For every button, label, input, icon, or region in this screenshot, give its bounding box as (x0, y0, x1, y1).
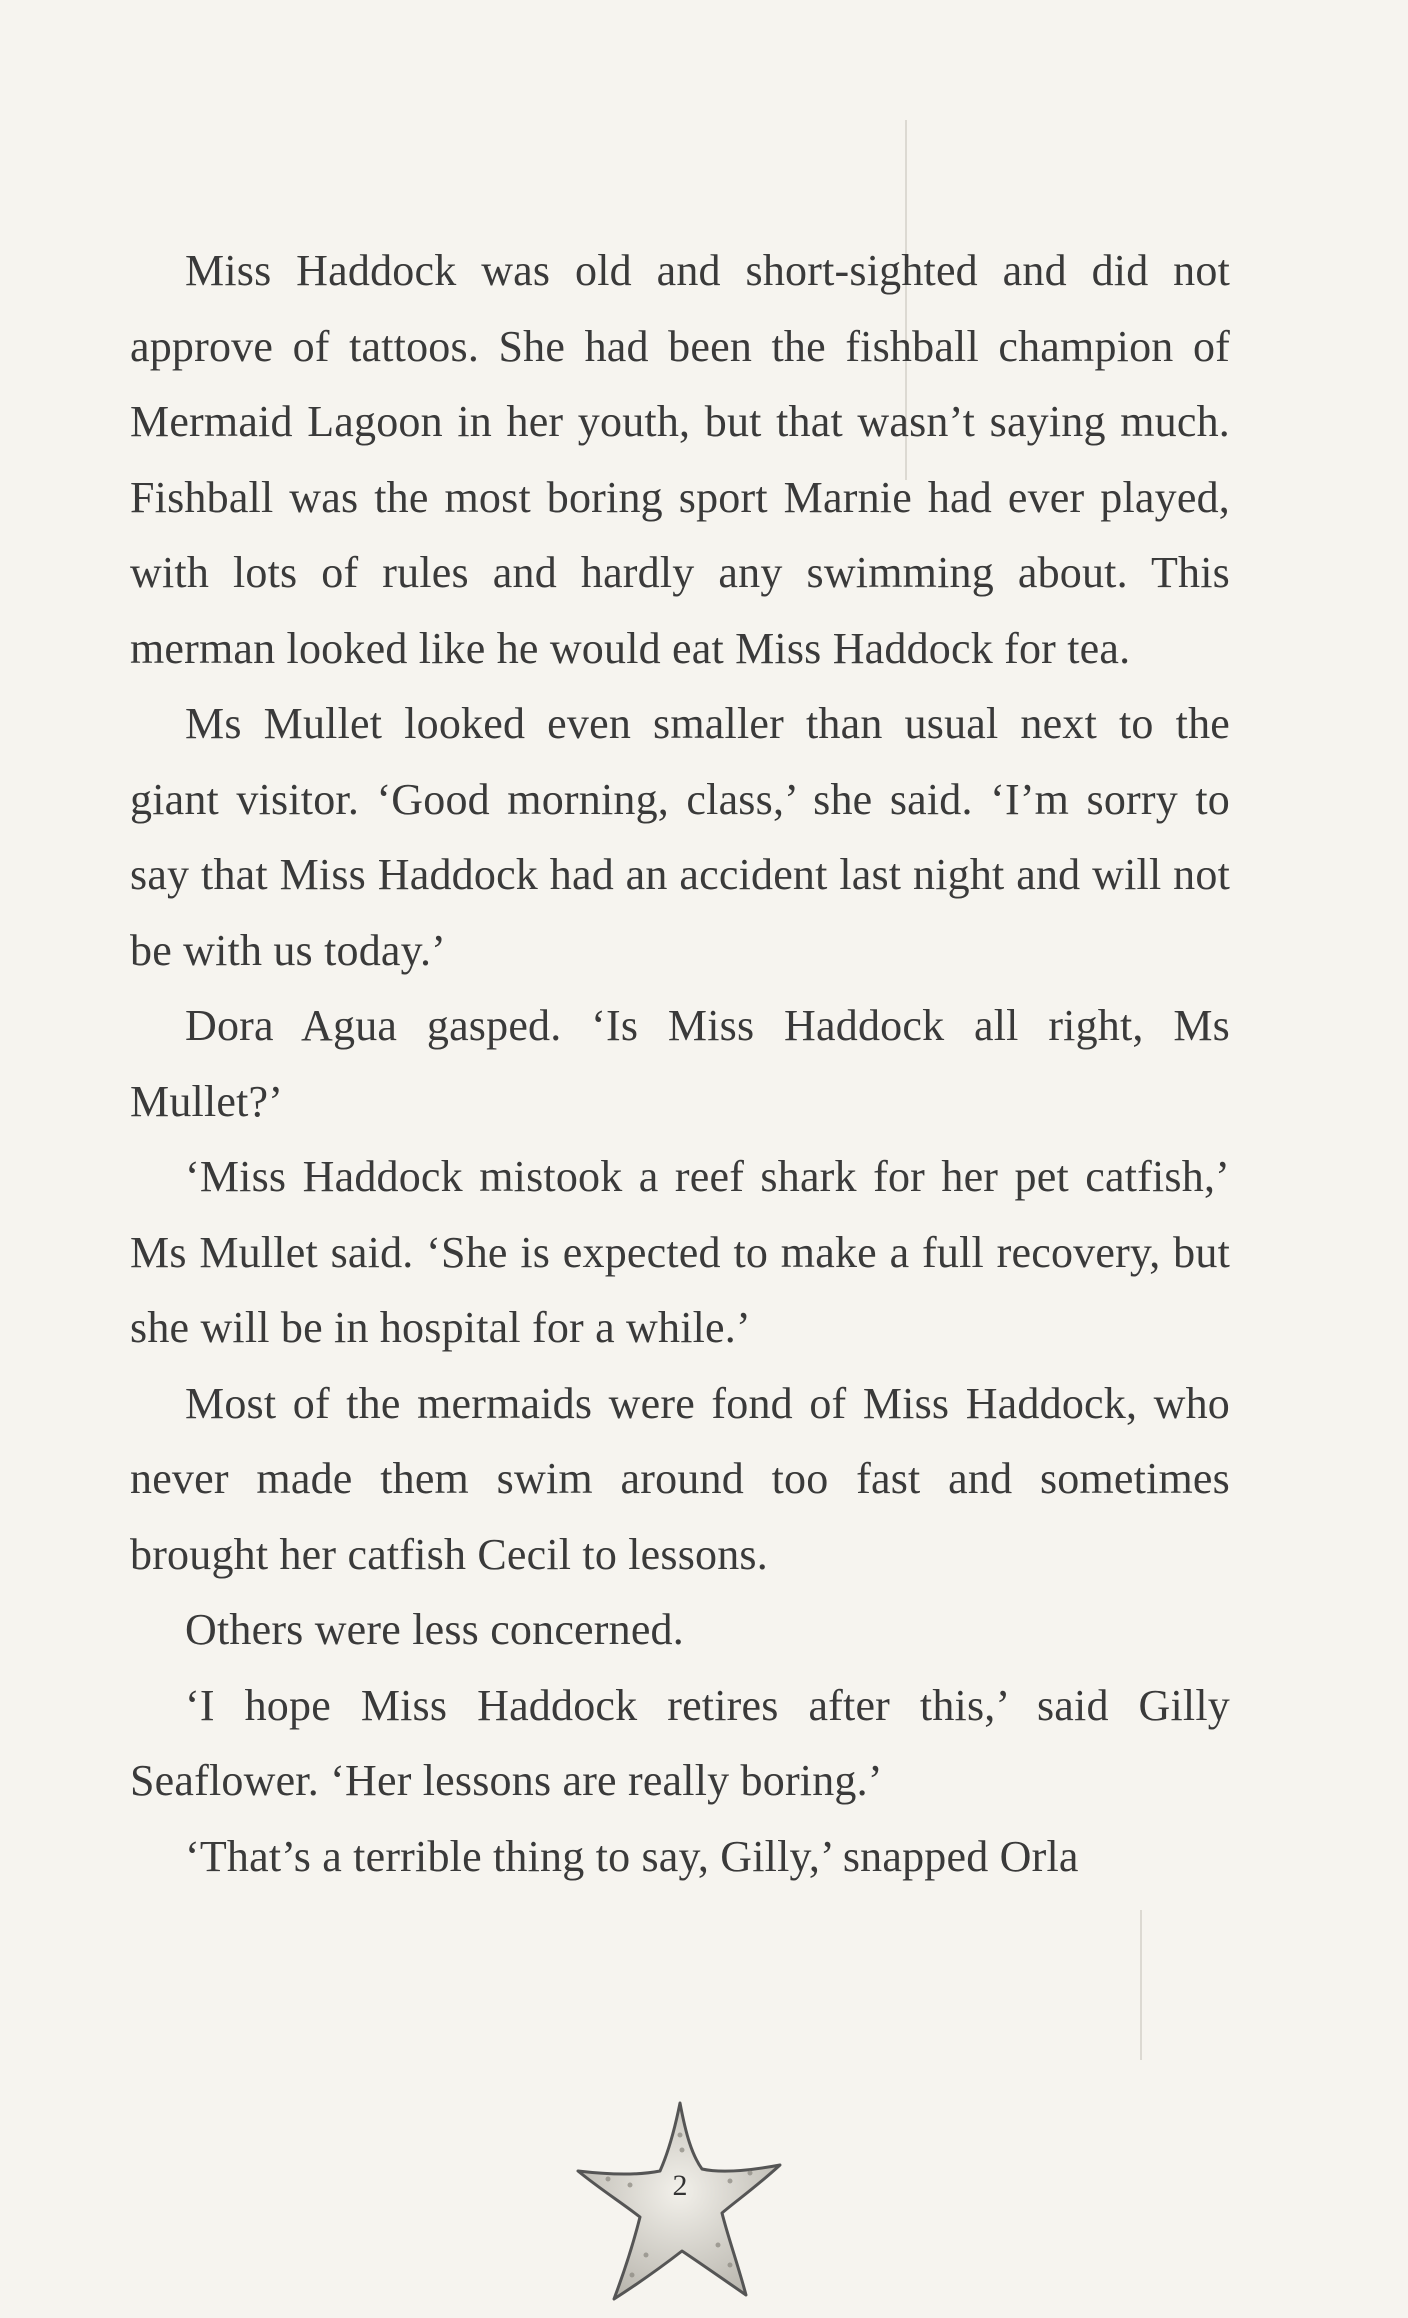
paragraph: Others were less concerned. (185, 1605, 684, 1654)
page-folio (570, 2095, 790, 2305)
paragraph: Ms Mullet looked even smaller than usual next to the giant visitor. ‘Good morning, class,’ she said. ‘I’m sorry to say that Miss Haddock had an accident last night and will not be with us today.’ (130, 699, 1230, 975)
paragraph: ‘That’s a terrible thing to say, Gilly,’ snapped Orla (185, 1831, 1079, 1881)
paragraph: Most of the mermaids were fond of Miss Haddock, who never made them swim around too fast and sometimes brought her catfish Cecil to lessons. (130, 1378, 1230, 1579)
scan-artifact-line (1140, 1910, 1142, 2060)
paragraph: ‘I hope Miss Haddock retires after this,’ said Gilly Seaflower. ‘Her lessons are really boring.’ (130, 1680, 1230, 1805)
paragraph: ‘Miss Haddock mistook a reef shark for her pet catfish,’ Ms Mullet said. ‘She is expected to make a full recovery, but she will be in hospital for a while.’ (130, 1152, 1230, 1352)
body-text (130, 233, 1230, 1894)
page-number: 2 (672, 2169, 688, 2202)
paragraph: Dora Agua gasped. ‘Is Miss Haddock all right, Ms Mullet?’ (130, 1001, 1230, 1126)
paragraph: Miss Haddock was old and short-sighted and did not approve of tattoos. She had been the fishball champion of Mermaid Lagoon in her youth, but that wasn’t saying much. Fishball was the most boring sport Marnie had ever played, with lots of rules and hardly any swimming about. This merman looked like he would eat Miss Haddock for tea. (130, 246, 1230, 673)
